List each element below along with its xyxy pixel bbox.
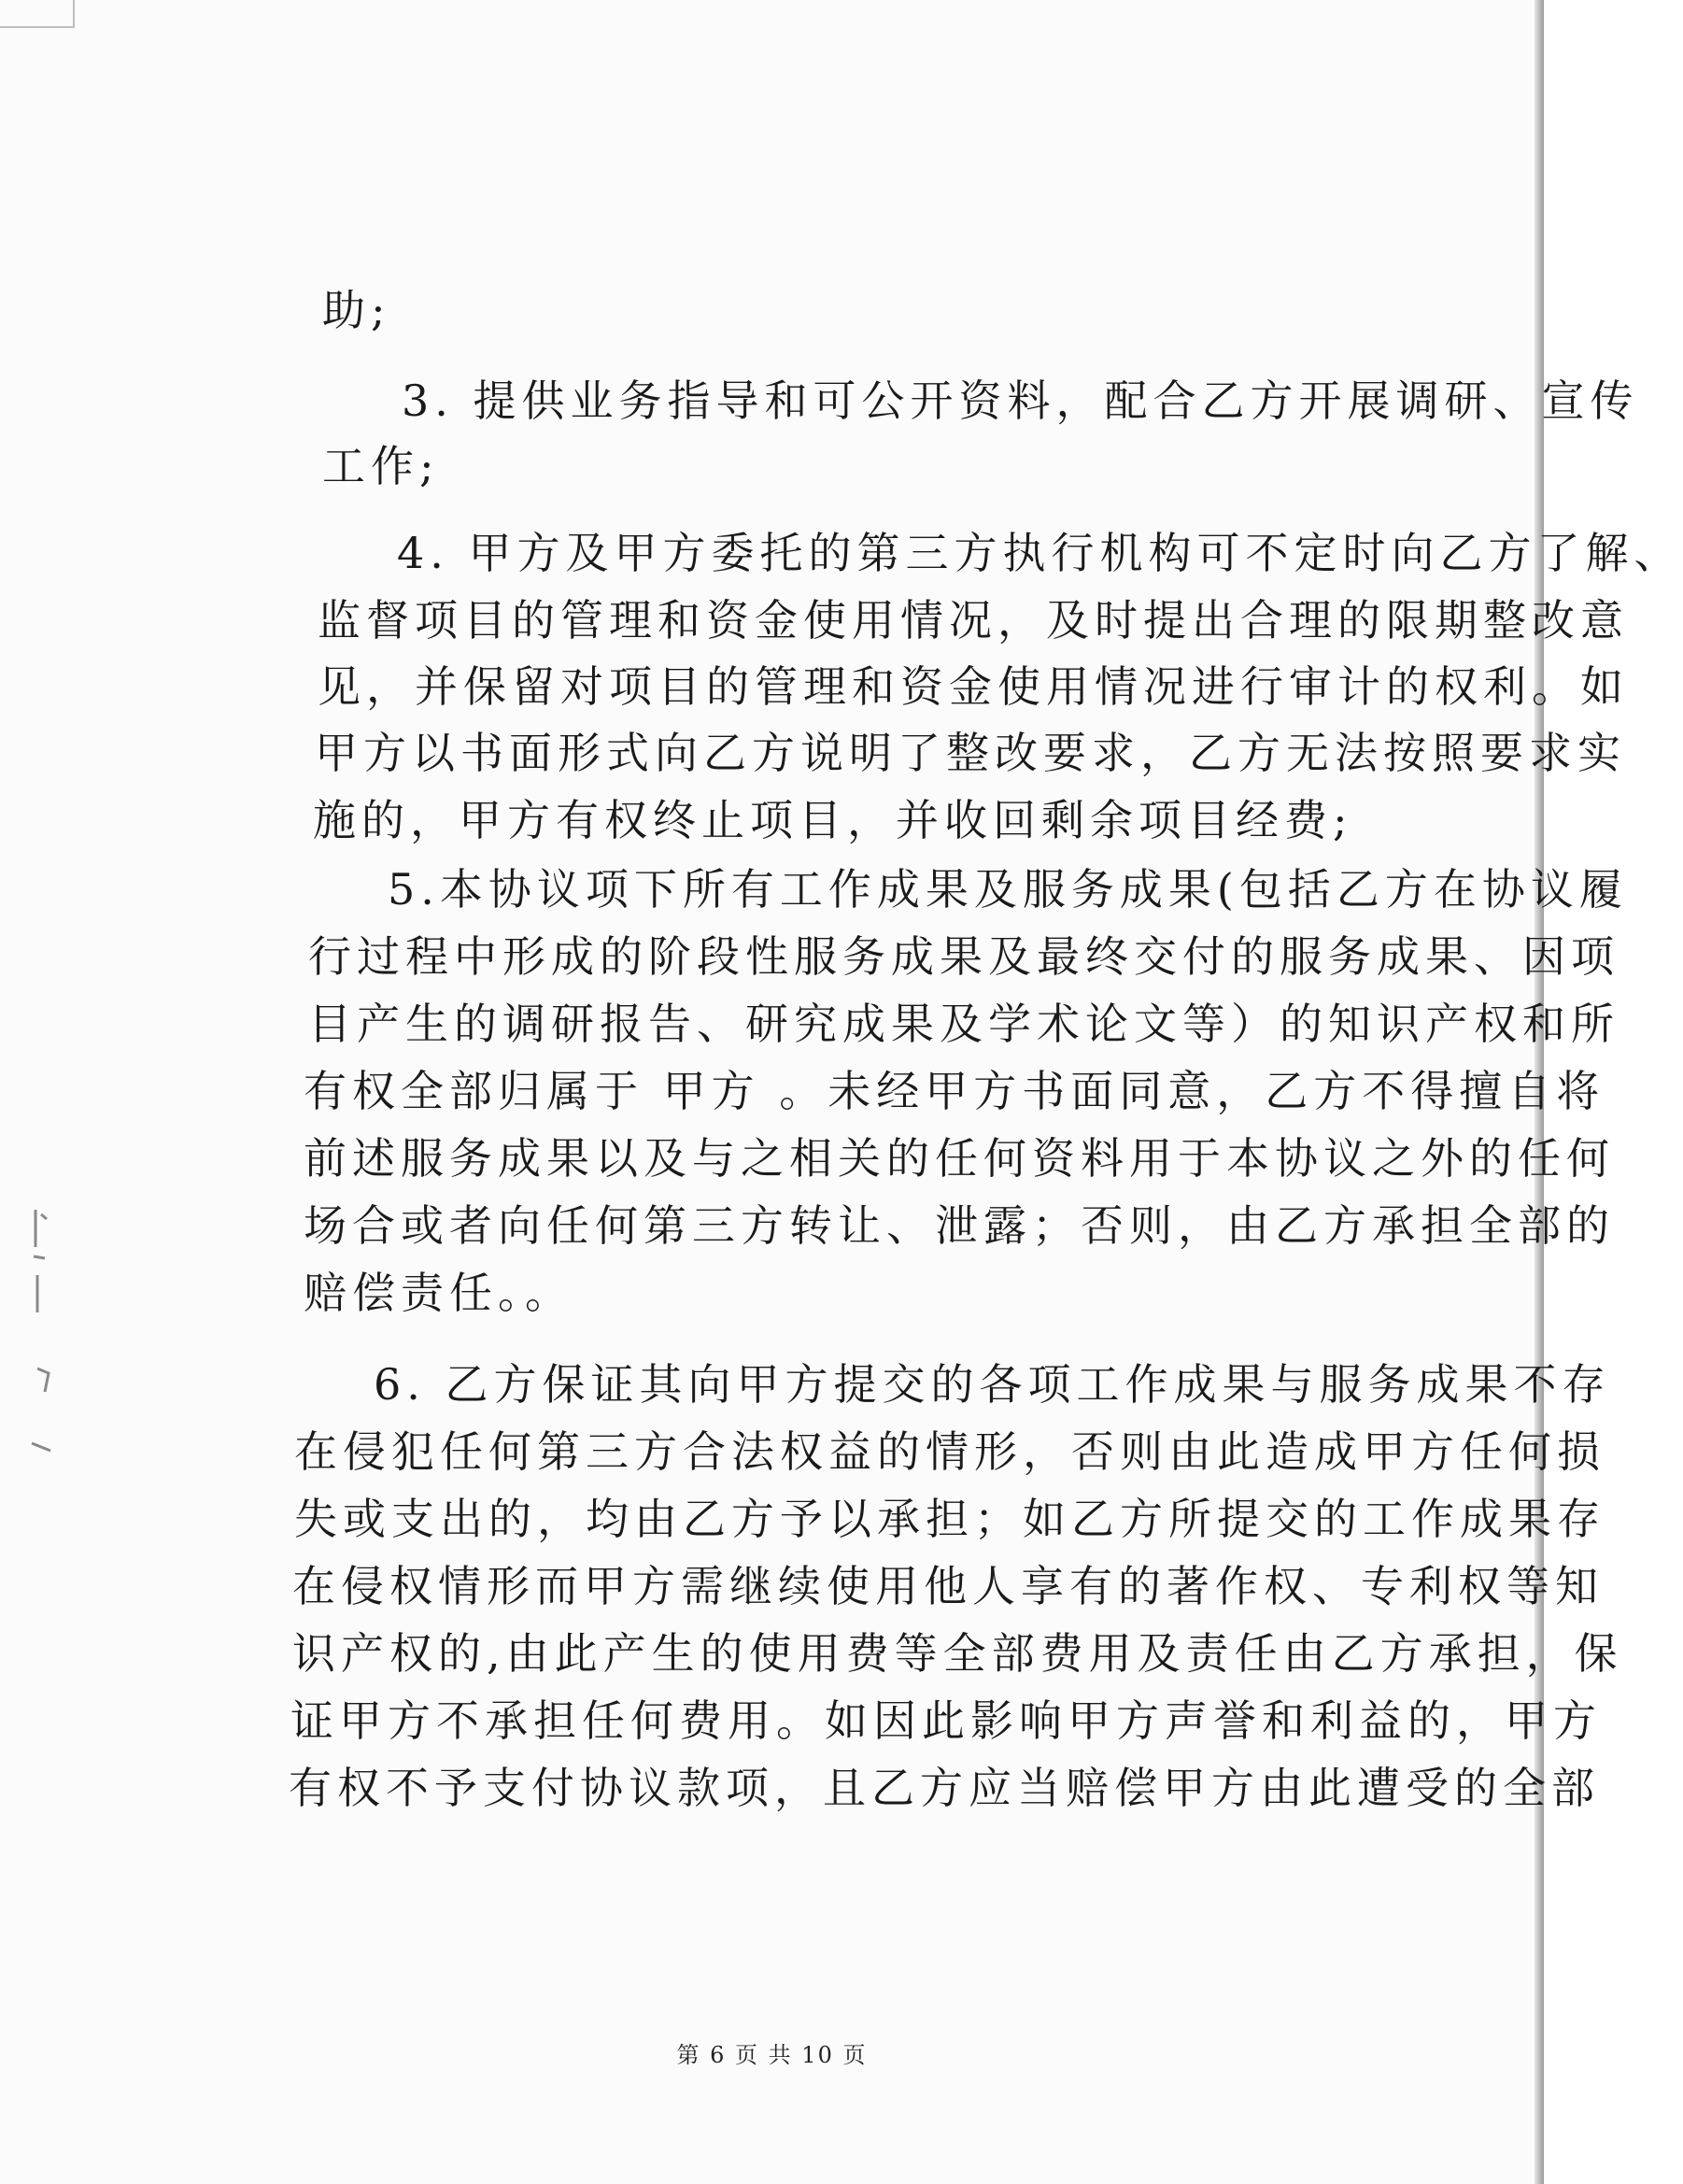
text-line: 见，并保留对项目的管理和资金使用情况进行审计的权利。如 [318,661,1629,712]
text-line: 在侵权情形而甲方需继续使用他人享有的著作权、专利权等知 [292,1561,1604,1611]
text-line: 识产权的,由此产生的使用费等全部费用及责任由乙方承担，保 [292,1628,1623,1679]
text-line: 场合或者向任何第三方转让、泄露；否则，由乙方承担全部的 [304,1200,1615,1251]
text-line: 施的，甲方有权终止项目，并收回剩余项目经费; [313,795,1353,845]
text-line: 3. 提供业务指导和可公开资料，配合乙方开展调研、宣传 [402,376,1639,426]
text-line: 4. 甲方及甲方委托的第三方执行机构可不定时向乙方了解、 [397,528,1683,578]
text-line: 在侵犯任何第三方合法权益的情形，否则由此造成甲方任何损 [294,1426,1605,1477]
text-line: 前述服务成果以及与之相关的任何资料用于本协议之外的任何 [304,1133,1615,1184]
text-line: 目产生的调研报告、研究成果及学术论文等）的知识产权和所 [308,999,1619,1049]
text-line: 5.本协议项下所有工作成果及服务成果(包括乙方在协议履 [388,864,1628,915]
text-line: 赔偿责任。。 [304,1268,573,1318]
text-line: 监督项目的管理和资金使用情况，及时提出合理的限期整改意 [318,595,1629,645]
text-line: 行过程中形成的阶段性服务成果及最终交付的服务成果、因项 [308,931,1619,982]
text-line: 工作; [322,441,440,491]
binding-hole-marks [28,1191,84,1471]
text-line: 6. 乙方保证其向甲方提交的各项工作成果与服务成果不存 [374,1359,1611,1410]
text-line: 甲方以书面形式向乙方说明了整改要求，乙方无法按照要求实 [315,728,1626,778]
scan-corner-mark [0,0,75,28]
text-line: 有权不予支付协议款项，且乙方应当赔偿甲方由此遭受的全部 [289,1763,1600,1813]
text-line: 有权全部归属于 甲方 。未经甲方书面同意，乙方不得擅自将 [304,1066,1605,1116]
text-line: 失或支出的，均由乙方予以承担；如乙方所提交的工作成果存 [294,1494,1605,1544]
text-line: 证甲方不承担任何费用。如因此影响甲方声誉和利益的，甲方 [290,1695,1602,1746]
text-line: 助; [322,285,391,335]
page-number: 第 6 页 共 10 页 [676,2042,868,2068]
